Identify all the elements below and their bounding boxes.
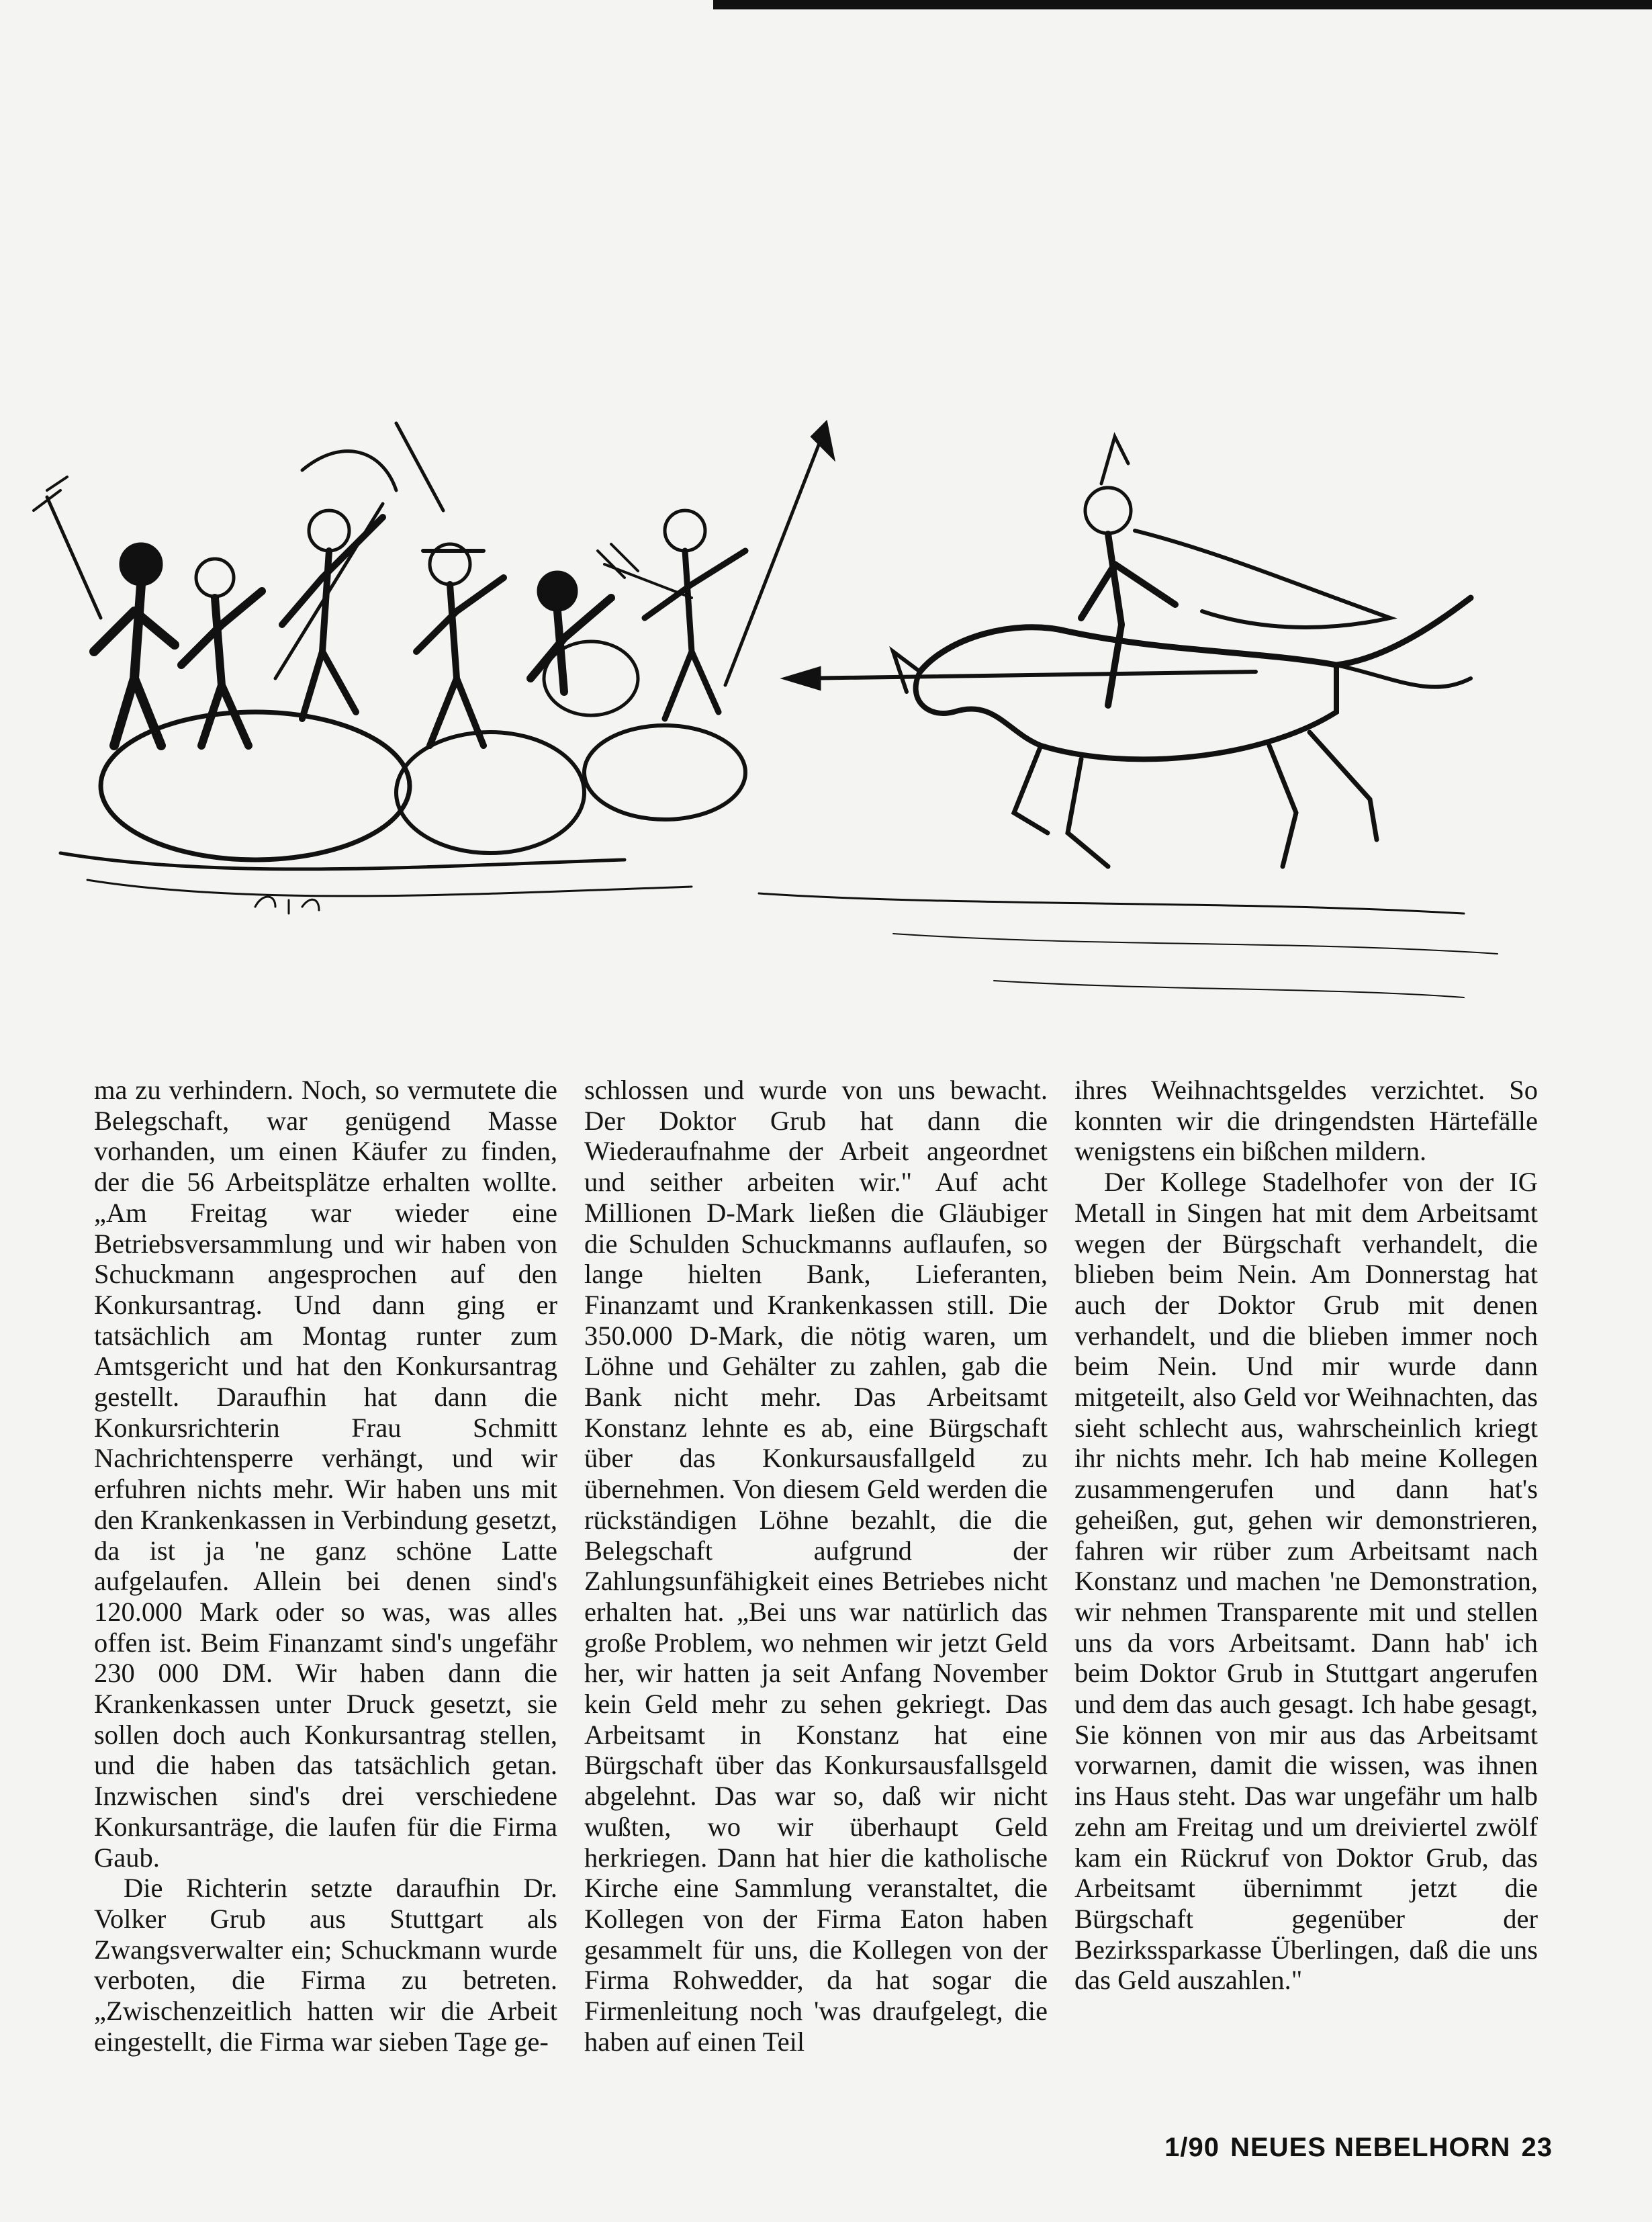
magazine-title: NEUES NEBELHORN bbox=[1230, 2133, 1511, 2162]
illustration-peasants-vs-knight bbox=[20, 396, 1605, 1034]
paragraph: ihres Weihnachtsgeldes verzichtet. So konnten wir die dringendsten Härtefälle wenigstens ein bißchen mildern. bbox=[1074, 1075, 1538, 1167]
paragraph: ma zu verhindern. Noch, so vermutete die Belegschaft, war genügend Masse vorhanden, um einen Käufer zu finden, der die 56 Arbeitsplätze erhalten wollte. „Am Freitag war wieder eine Betriebsversammlung und wir haben von Schuckmann angesprochen auf den Konkursantrag. Und dann ging er tatsächlich am Montag runter zum Amtsgericht und hat den Konkursantrag gestellt. Daraufhin hat dann die Konkursrichterin Frau Schmitt Nachrichtensperre verhängt, und wir erfuhren nichts mehr. Wir haben uns mit den Krankenkassen in Verbindung gesetzt, da ist ja 'ne ganz schöne Latte aufgelaufen. Allein bei denen sind's 120.000 Mark oder so was, was alles offen ist. Beim Finanzamt sind's ungefähr 230 000 DM. Wir haben dann die Krankenkassen unter Druck gesetzt, sie sollen doch auch Konkursantrag stellen, und die haben das tatsächlich getan. Inzwischen sind's drei verschiedene Konkursanträge, die laufen für die Firma Gaub. bbox=[94, 1075, 557, 1873]
page-footer bbox=[1162, 2133, 1553, 2163]
paragraph: Der Kollege Stadelhofer von der IG Metall in Singen hat mit dem Arbeitsamt wegen der Bürgschaft verhandelt, die blieben beim Nein. Am Donnerstag hat auch der Doktor Grub mit denen verhandelt, und die blieben immer noch beim Nein. Und mir wurde dann mitgeteilt, also Geld vor Weihnachten, das sieht schlecht aus, wahrscheinlich kriegt ihr nichts mehr. Ich hab meine Kollegen zusammengerufen und dann hat's geheißen, gut, gehen wir demonstrieren, fahren wir rüber zum Arbeitsamt nach Konstanz und machen 'ne Demonstration, wir nehmen Transparente mit und stellen uns da vors Arbeitsamt. Dann hab' ich beim Doktor Grub in Stuttgart angerufen und dem das auch gesagt. Ich habe gesagt, Sie können von mir aus das Arbeitsamt vorwarnen, damit die wissen, was ihnen ins Haus steht. Das war ungefähr um halb zehn am Freitag und um dreiviertel zwölf kam ein Rückruf von Doktor Grub, das Arbeitsamt übernimmt jetzt die Bürgschaft gegenüber der Bezirkssparkasse Überlingen, daß die uns das Geld auszahlen." bbox=[1074, 1167, 1538, 1996]
drawing-icon bbox=[20, 396, 1605, 1034]
text-column-3 bbox=[1074, 1075, 1538, 1996]
issue-number: 1/90 bbox=[1164, 2133, 1220, 2162]
page-number: 23 bbox=[1521, 2133, 1553, 2162]
text-column-2 bbox=[584, 1075, 1048, 2057]
text-column-1 bbox=[94, 1075, 557, 2057]
top-border-rule bbox=[713, 0, 1652, 9]
paragraph: Die Richterin setzte daraufhin Dr. Volker Grub aus Stuttgart als Zwangsverwalter ein; Schuckmann wurde verboten, die Firma zu betreten. „Zwischenzeitlich hatten wir die Arbeit eingestellt, die Firma war sieben Tage ge- bbox=[94, 1873, 557, 2057]
paragraph: schlossen und wurde von uns bewacht. Der Doktor Grub hat dann die Wiederaufnahme der Arbeit angeordnet und seither arbeiten wir." Auf acht Millionen D-Mark ließen die Gläubiger die Schulden Schuckmanns auflaufen, so lange hielten Bank, Lieferanten, Finanzamt und Krankenkassen still. Die 350.000 D-Mark, die nötig waren, um Löhne und Gehälter zu zahlen, gab die Bank nicht mehr. Das Arbeitsamt Konstanz lehnte es ab, eine Bürgschaft über das Konkursausfallgeld zu übernehmen. Von diesem Geld werden die rückständigen Löhne bezahlt, die die Belegschaft aufgrund der Zahlungsunfähigkeit eines Betriebes nicht erhalten hat. „Bei uns war natürlich das große Problem, wo nehmen wir jetzt Geld her, wir hatten ja seit Anfang November kein Geld mehr zu sehen gekriegt. Das Arbeitsamt in Konstanz hat eine Bürgschaft über das Konkursausfallsgeld abgelehnt. Das war so, daß wir nicht wußten, wo wir überhaupt Geld herkriegen. Dann hat hier die katholische Kirche eine Sammlung veranstaltet, die Kollegen von der Firma Eaton haben gesammelt für uns, die Kollegen von der Firma Rohwedder, da hat sogar die Firmenleitung noch 'was draufgelegt, die haben auf einen Teil bbox=[584, 1075, 1048, 2057]
